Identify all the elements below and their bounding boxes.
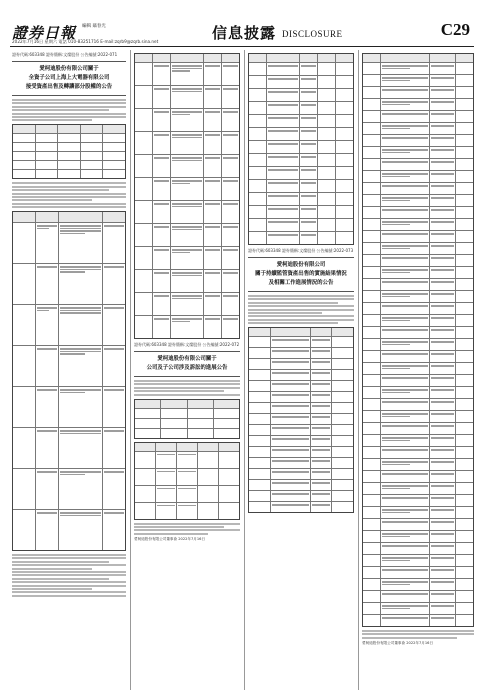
data-table [362,53,474,627]
column-divider [130,50,131,690]
announcement-title: 愛柯迪股份有限公司關于 全資子公司上海上大電器有限公司 接受資產出售及轉讓部分股權的公告 [12,61,126,96]
column-3 [248,50,354,690]
announcement-body [12,99,126,121]
announcement-title: 愛柯迪股份有限公司關于 公司及子公司涉及訴訟的進展公告 [134,351,240,377]
editor-line: 編輯 聶春光 [82,24,106,29]
data-table [248,53,354,245]
data-table [134,53,240,339]
data-table [134,399,240,439]
column-2 [134,50,240,690]
signature-note: 愛柯迪股份有限公司董事會 2022年7月16日 [362,640,434,645]
column-1 [12,50,126,690]
announcement-code-line: 證券代碼:603348 證券簡稱:文燦股份 公告編號:2022-071 [12,52,118,57]
masthead [10,20,474,46]
data-table [12,124,126,179]
column-divider [358,50,359,690]
masthead-rule [10,46,474,47]
data-table [134,442,240,520]
section-title: 信息披露 [212,24,277,42]
page-number: C29 [440,20,470,39]
announcement-code-line: 證券代碼:603348 證券簡稱:文燦股份 公告編號:2022-073 [248,248,354,253]
column-4 [362,50,474,690]
column-divider [244,50,245,690]
announcement-title: 愛柯迪股份有限公司 關于持續監管資產出售的實施結果情況 及相關工作進展情況的公告 [248,257,354,292]
signature-note: 愛柯迪股份有限公司董事會 2022年7月16日 [134,536,206,541]
section-title-english: DISCLOSURE [282,29,343,39]
data-table [248,327,354,513]
data-table [12,211,126,551]
announcement-code-line: 證券代碼:603348 證券簡稱:文燦股份 公告編號:2022-072 [134,342,240,347]
date-contact-line: 2022年7月16日 星期六 電話 010-83251716 E-mail:zqrb9@zqrb.sina.net [12,39,159,44]
newspaper-logo: 證券日報 [12,24,77,42]
